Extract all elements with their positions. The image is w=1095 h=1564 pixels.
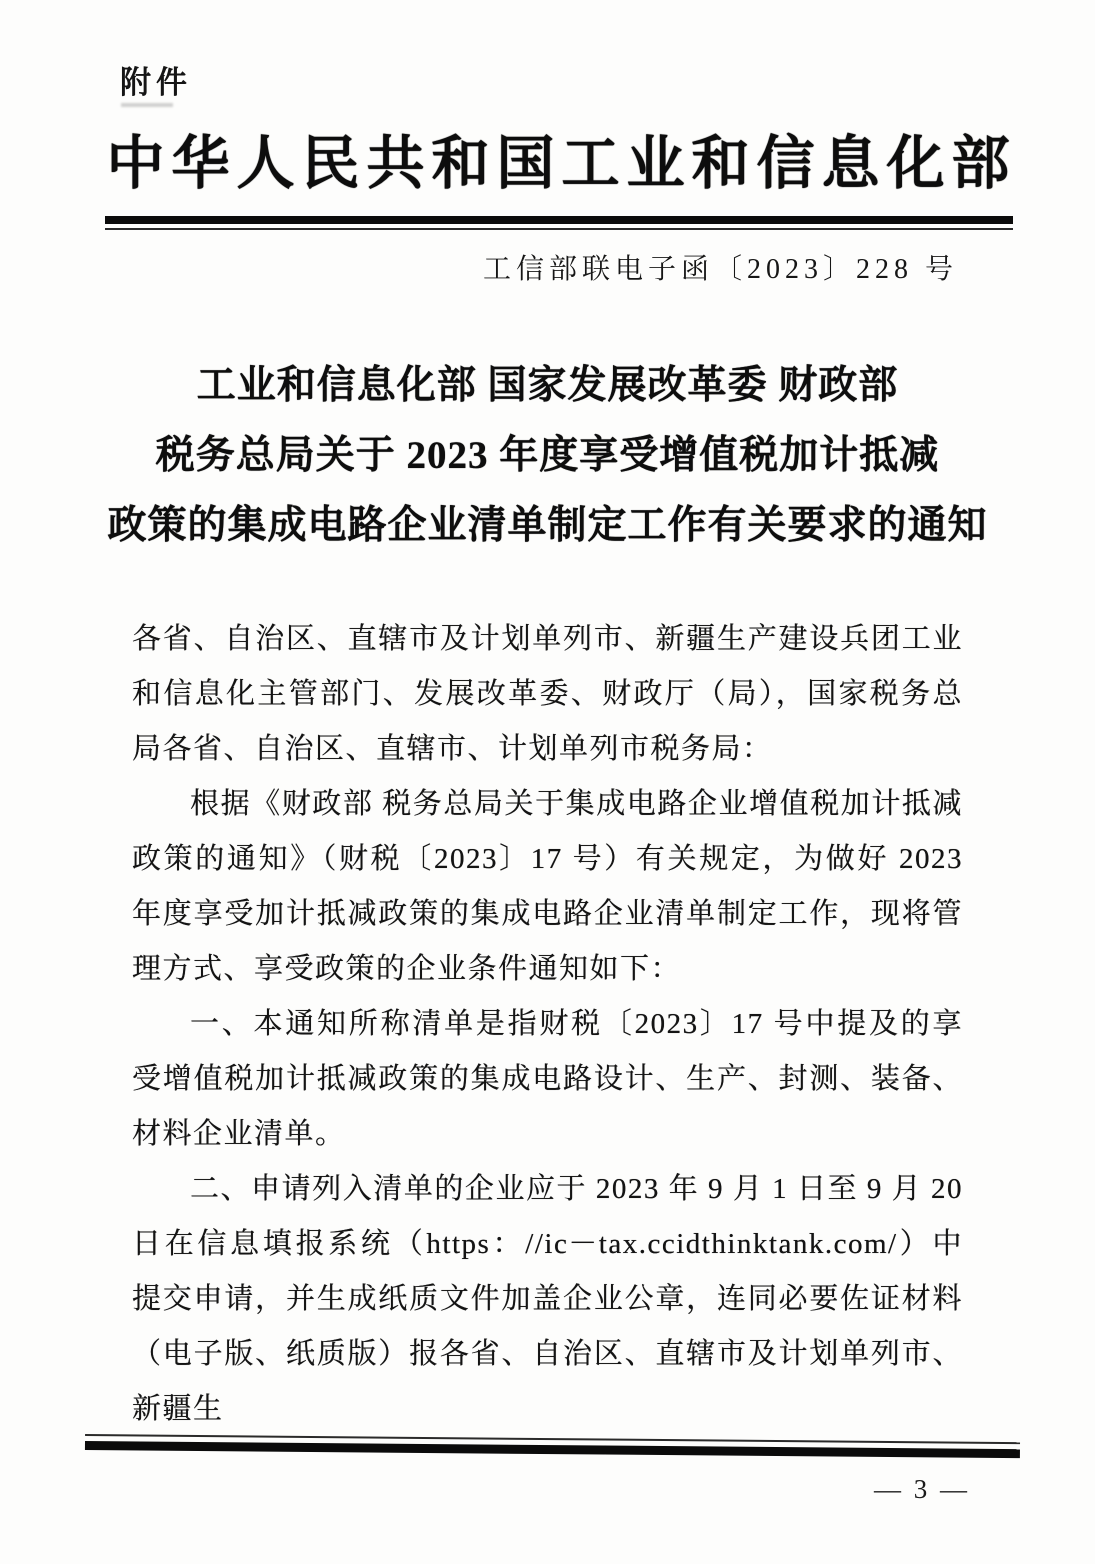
document-body <box>132 612 963 1437</box>
scan-smudge-artifact <box>121 103 173 107</box>
document-title <box>0 351 1095 561</box>
paragraph-item-two: 二、申请列入清单的企业应于 2023 年 9 月 1 日至 9 月 20 日在信息填报系统（https：//ic－tax.ccidthinktank.com/）中提交申请，并生成纸质文件加盖企业公章，连同必要佐证材料（电子版、纸质版）报各省、自治区、直辖市及计划单列市、新疆生 <box>132 1173 963 1425</box>
header-rule-thick <box>105 216 1013 224</box>
paragraph-basis: 根据《财政部 税务总局关于集成电路企业增值税加计抵减政策的通知》（财税〔2023〕17 号）有关规定，为做好 2023 年度享受加计抵减政策的集成电路企业清单制定工作，现将管理方式、享受政策的企业条件通知如下： <box>132 788 963 985</box>
header-rule-thin <box>105 228 1013 230</box>
page-number: — 3 — <box>874 1474 970 1504</box>
attachment-label: 附件 <box>120 65 192 100</box>
footer-rule-thick <box>85 1441 1020 1458</box>
document-title-line-1: 工业和信息化部 国家发展改革委 财政部 <box>196 364 899 407</box>
document-title-line-2: 税务总局关于 2023 年度享受增值税加计抵减 <box>155 434 940 477</box>
header-rule <box>105 216 1013 230</box>
document-number: 工信部联电子函〔2023〕228 号 <box>482 254 958 285</box>
footer-rule <box>85 1434 1020 1458</box>
paragraph-item-one: 一、本通知所称清单是指财税〔2023〕17 号中提及的享受增值税加计抵减政策的集成电路设计、生产、封测、装备、材料企业清单。 <box>132 1008 963 1150</box>
issuing-org-masthead: 中华人民共和国工业和信息化部 <box>106 131 1017 196</box>
document-title-line-3: 政策的集成电路企业清单制定工作有关要求的通知 <box>107 504 988 547</box>
paragraph-addressees: 各省、自治区、直辖市及计划单列市、新疆生产建设兵团工业和信息化主管部门、发展改革委、财政厅（局），国家税务总局各省、自治区、直辖市、计划单列市税务局： <box>132 623 963 765</box>
